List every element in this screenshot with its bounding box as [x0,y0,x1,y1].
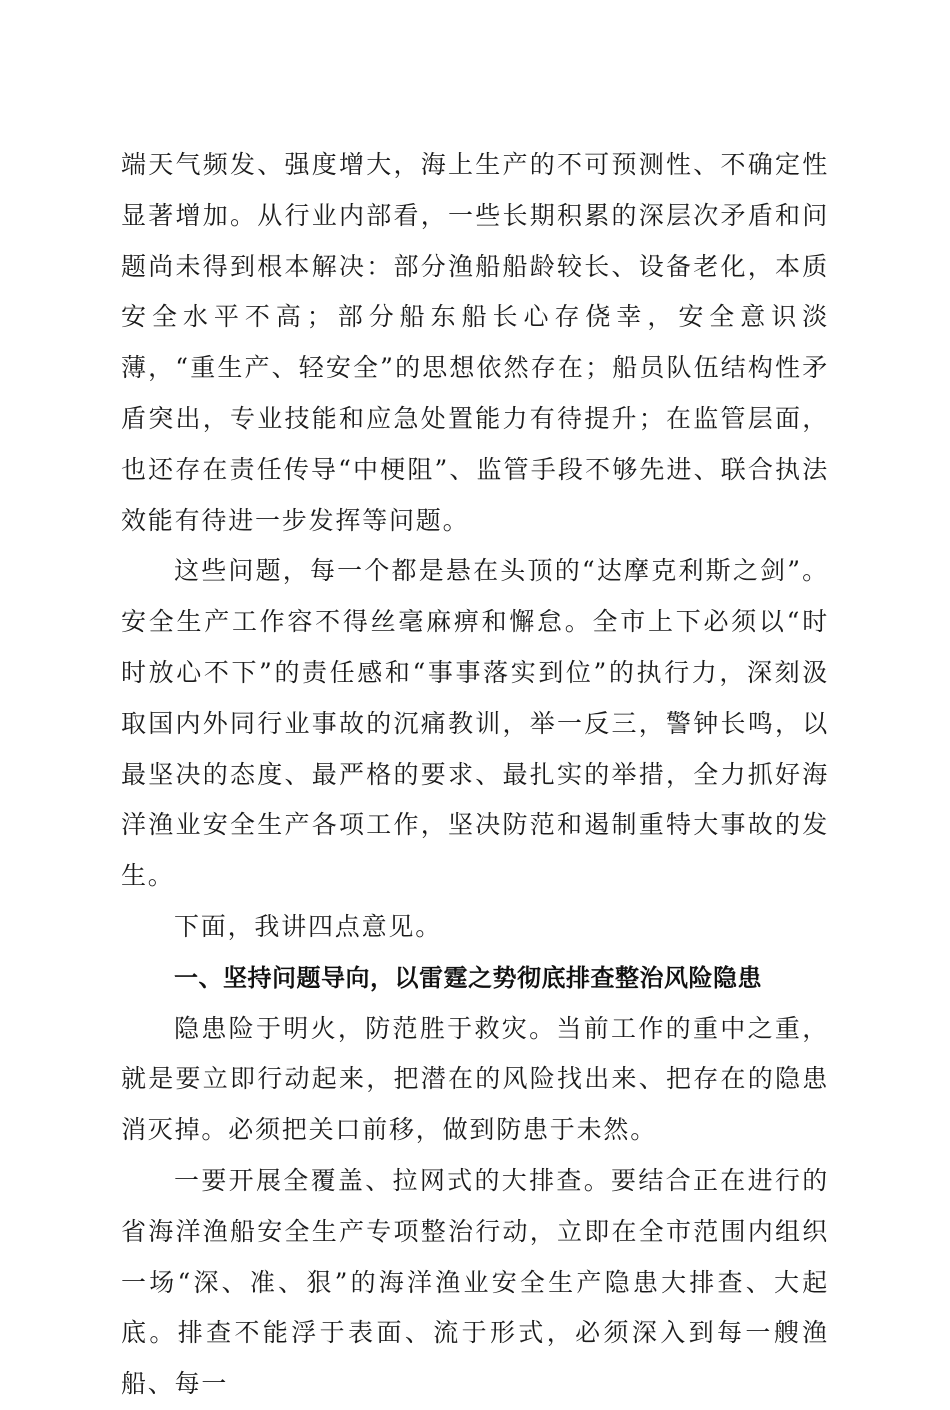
section-heading: 一、坚持问题导向，以雷霆之势彻底排查整治风险隐患 [174,963,762,992]
document-body [121,140,829,1410]
paragraph: 一要开展全覆盖、拉网式的大排查。要结合正在进行的省海洋渔船安全生产专项整治行动，立即在全市范围内组织一场“深、准、狠”的海洋渔业安全生产隐患大排查、大起底。排查不能浮于表面、流于形式，必须深入到每一艘渔船、每一 [121,1165,829,1399]
paragraph: 这些问题，每一个都是悬在头顶的“达摩克利斯之剑”。安全生产工作容不得丝毫麻痹和懈怠。全市上下必须以“时时放心不下”的责任感和“事事落实到位”的执行力，深刻汲取国内外同行业事故的沉痛教训，举一反三，警钟长鸣，以最坚决的态度、最严格的要求、最扎实的举措，全力抓好海洋渔业安全生产各项工作，坚决防范和遏制重特大事故的发生。 [121,556,829,891]
paragraph-continued: 端天气频发、强度增大，海上生产的不可预测性、不确定性显著增加。从行业内部看，一些长期积累的深层次矛盾和问题尚未得到根本解决：部分渔船船龄较长、设备老化，本质安全水平不高；部分船东船长心存侥幸，安全意识淡薄，“重生产、轻安全”的思想依然存在；船员队伍结构性矛盾突出，专业技能和应急处置能力有待提升；在监管层面，也还存在责任传导“中梗阻”、监管手段不够先进、联合执法效能有待进一步发挥等问题。 [121,150,829,535]
paragraph: 下面，我讲四点意见。 [174,911,443,941]
paragraph: 隐患险于明火，防范胜于救灾。当前工作的重中之重，就是要立即行动起来，把潜在的风险找出来、把存在的隐患消灭掉。必须把关口前移，做到防患于未然。 [121,1013,829,1145]
